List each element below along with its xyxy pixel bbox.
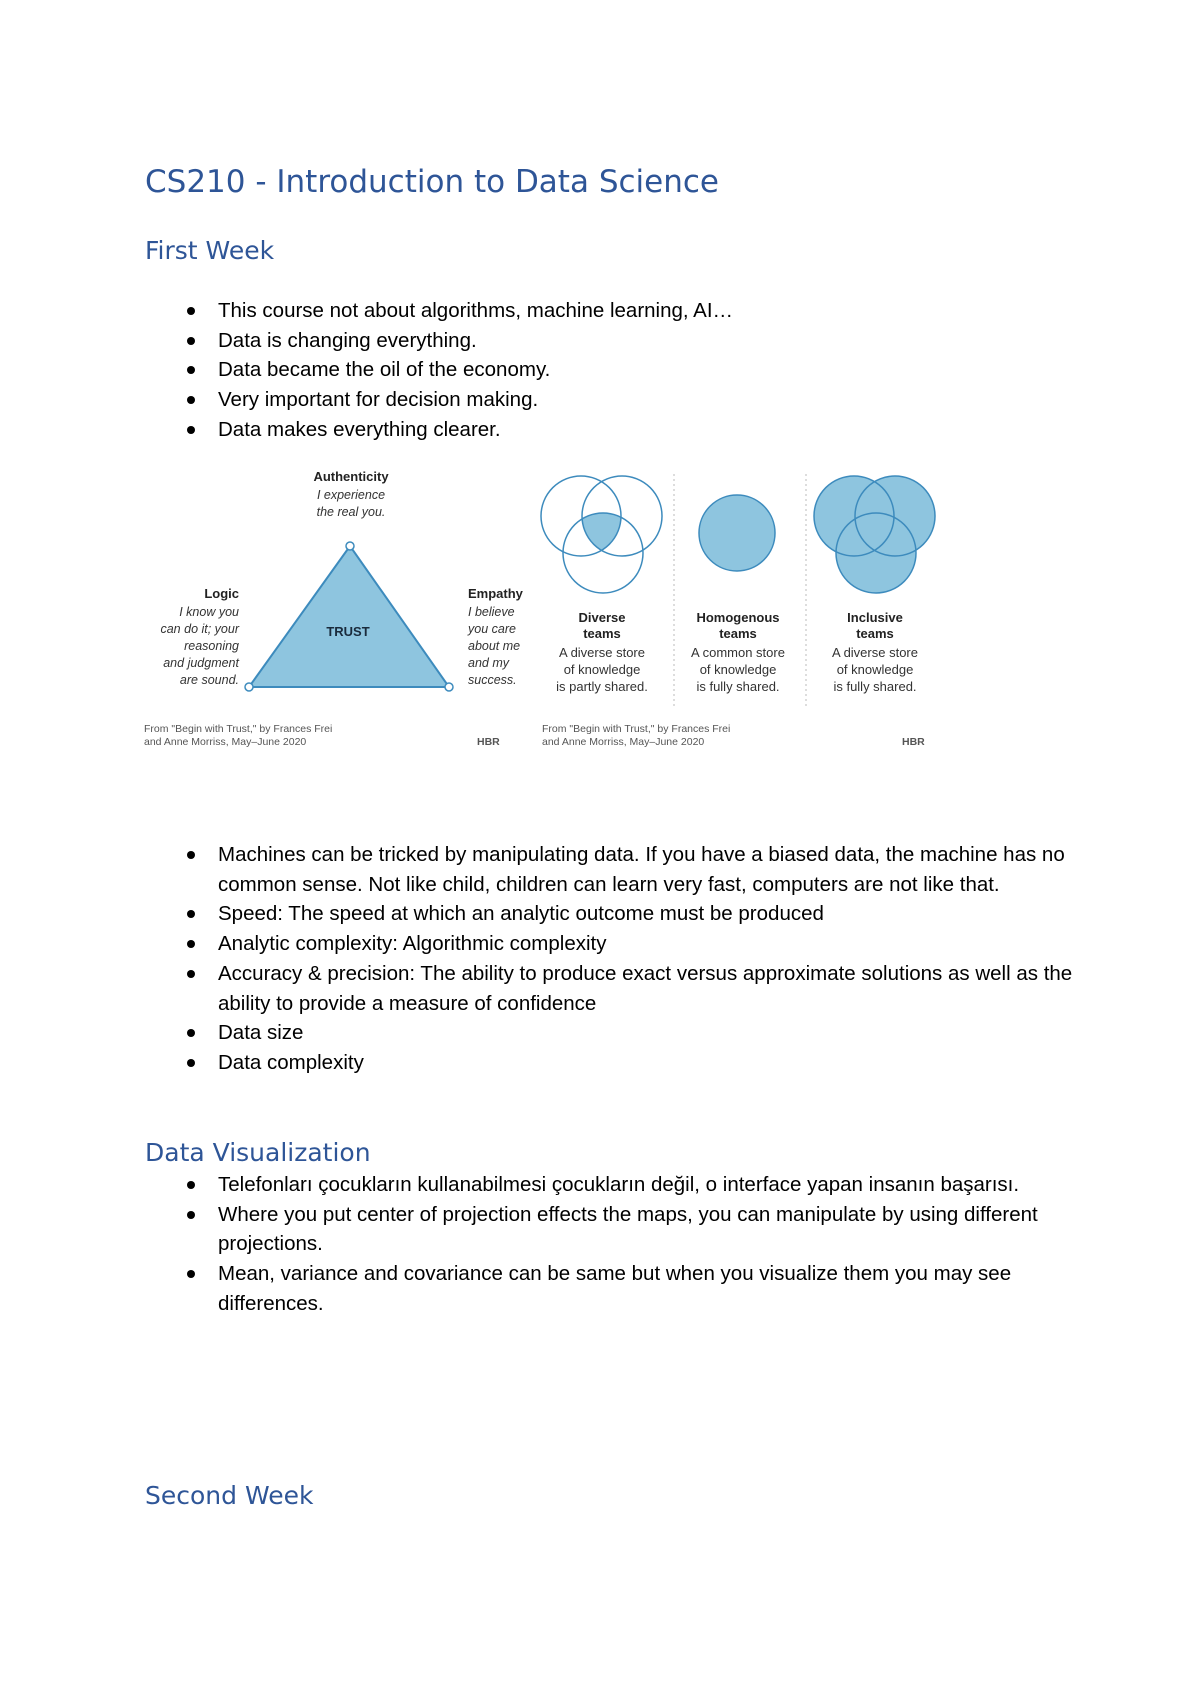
authenticity-text-1: I experience: [316, 488, 386, 502]
inclusive-text-2: of knowledge: [836, 662, 914, 677]
diverse-text-2: of knowledge: [563, 662, 641, 677]
homogenous-text-1: A common store: [691, 645, 785, 660]
list-item: Where you put center of projection effects the maps, you can manipulate by using different projections.: [145, 1200, 1080, 1259]
list-item: Analytic complexity: Algorithmic complexity: [145, 929, 1080, 959]
homogenous-title-2: teams: [719, 626, 757, 641]
empathy-text-5: success.: [468, 673, 517, 687]
list-item: Machines can be tricked by manipulating data. If you have a biased data, the machine has no common sense. Not like child, children can learn very fast, computers are not like that.: [145, 840, 1080, 899]
teams-source-1: From "Begin with Trust," by Frances Frei: [542, 723, 731, 735]
triangle-vertex-left: [245, 683, 253, 691]
trust-label: TRUST: [326, 624, 370, 639]
inclusive-title-2: teams: [856, 626, 894, 641]
list-item: Very important for decision making.: [145, 385, 1080, 415]
list-item: Accuracy & precision: The ability to produce exact versus approximate solutions as well as the ability to provide a measure of confidence: [145, 959, 1080, 1018]
empathy-text-1: I believe: [468, 605, 515, 619]
diverse-title-2: teams: [583, 626, 621, 641]
list-item: Data is changing everything.: [145, 326, 1080, 356]
trust-triangle: [249, 546, 449, 687]
teams-source-2: and Anne Morriss, May–June 2020: [542, 736, 705, 748]
list-item: Telefonları çocukların kullanabilmesi çocukların değil, o interface yapan insanın başarısı.: [145, 1170, 1080, 1200]
heading-second-week: Second Week: [145, 1481, 314, 1510]
heading-data-visualization: Data Visualization: [145, 1138, 371, 1167]
list-item: Mean, variance and covariance can be same but when you visualize them you may see differences.: [145, 1259, 1080, 1318]
data-visualization-list: [145, 1170, 1080, 1319]
hbr-logo-1: HBR: [477, 736, 500, 748]
empathy-text-2: you care: [468, 622, 516, 636]
list-item: Data size: [145, 1018, 1080, 1048]
authenticity-label: Authenticity: [313, 469, 389, 484]
diverse-text-1: A diverse store: [559, 645, 645, 660]
empathy-text-4: and my: [468, 656, 509, 670]
logic-text-2: can do it; your: [160, 622, 239, 636]
trust-teams-figure: [142, 466, 942, 760]
first-week-list-a: [145, 296, 1080, 445]
inclusive-text-1: A diverse store: [832, 645, 918, 660]
list-item: This course not about algorithms, machine learning, AI…: [145, 296, 1080, 326]
homogenous-text-2: of knowledge: [699, 662, 777, 677]
homogenous-title-1: Homogenous: [696, 610, 780, 625]
list-item: Data makes everything clearer.: [145, 415, 1080, 445]
authenticity-text-2: the real you.: [316, 505, 386, 519]
logic-text-5: are sound.: [179, 673, 239, 687]
list-item: Speed: The speed at which an analytic outcome must be produced: [145, 899, 1080, 929]
trust-source-2: and Anne Morriss, May–June 2020: [144, 736, 307, 748]
heading-first-week: First Week: [145, 236, 275, 265]
homogenous-text-3: is fully shared.: [696, 679, 780, 694]
inclusive-text-3: is fully shared.: [833, 679, 917, 694]
triangle-vertex-right: [445, 683, 453, 691]
logic-text-3: reasoning: [184, 639, 239, 653]
list-item: Data complexity: [145, 1048, 1080, 1078]
diverse-title-1: Diverse: [578, 610, 626, 625]
logic-text-1: I know you: [179, 605, 239, 619]
logic-text-4: and judgment: [163, 656, 239, 670]
homogenous-circle: [699, 495, 775, 571]
triangle-vertex-top: [346, 542, 354, 550]
logic-label: Logic: [204, 586, 239, 601]
empathy-label: Empathy: [468, 586, 523, 601]
hbr-logo-2: HBR: [902, 736, 925, 748]
list-item: Data became the oil of the economy.: [145, 355, 1080, 385]
figure-svg: [142, 466, 942, 760]
document-title: CS210 - Introduction to Data Science: [145, 164, 719, 200]
empathy-text-3: about me: [468, 639, 521, 653]
trust-source-1: From "Begin with Trust," by Frances Frei: [144, 723, 333, 735]
inclusive-title-1: Inclusive: [847, 610, 903, 625]
diverse-text-3: is partly shared.: [556, 679, 648, 694]
first-week-list-b: [145, 840, 1080, 1078]
